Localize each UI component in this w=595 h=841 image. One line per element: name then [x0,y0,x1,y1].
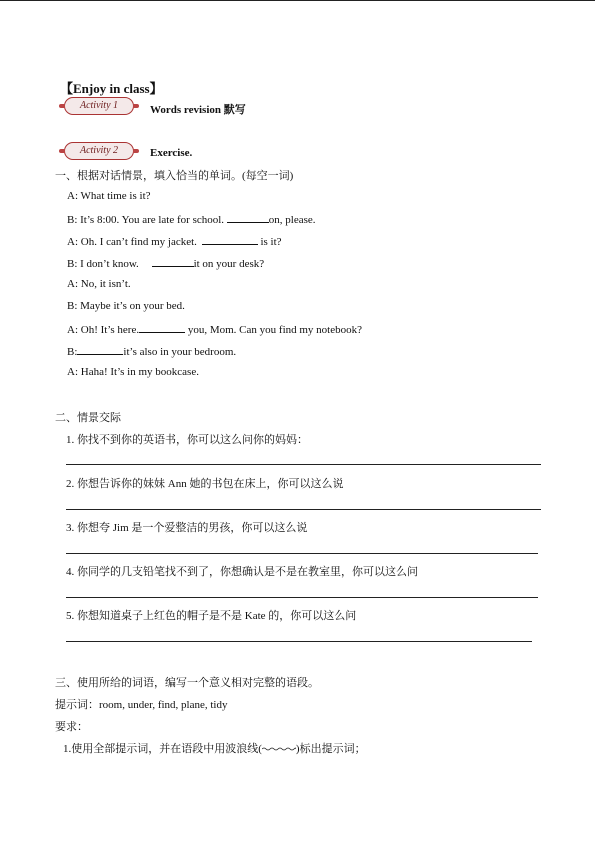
situation-item-5: 5. 你想知道桌子上红色的帽子是不是 Kate 的，你可以这么问 [66,610,357,622]
dialog-line-7 [67,322,362,336]
answer-line-4[interactable] [66,597,538,598]
fill-blank[interactable] [152,256,194,267]
dialog-text: A: No, it isn’t. [67,278,131,290]
dialog-text: A: Oh. I can’t find my jacket. [67,236,197,248]
dialog-line-3 [67,234,282,248]
dialog-text: A: Oh! It’s here. [67,324,140,336]
page-heading: 【Enjoy in class】 [60,81,163,96]
wavy-underline-icon [262,747,296,751]
dialog-text: B: I don’t know. [67,258,139,270]
answer-line-2[interactable] [66,509,541,510]
dialog-line-6 [67,300,185,312]
fill-blank[interactable] [227,212,269,223]
section-2-title: 二、情景交际 [55,412,121,424]
hint-words: 提示词：room, under, find, plane, tidy [55,699,228,711]
activity-1-title: Words revision 默写 [150,104,246,116]
requirement-1 [63,740,366,756]
situation-item-1: 1. 你找不到你的英语书，你可以这么问你的妈妈： [66,434,308,446]
answer-line-1[interactable] [66,464,541,465]
fill-blank[interactable] [77,344,123,355]
dialog-text: A: What time is it? [67,190,151,202]
dialog-text: B: It’s 8:00. You are late for school. [67,214,225,226]
dialog-text: it’s also in your bedroom. [123,346,237,358]
requirements-title: 要求： [55,721,88,733]
dialog-text: you, Mom. Can you find my notebook? [187,324,362,336]
dialog-line-5 [67,278,131,290]
dialog-line-8 [67,344,236,358]
answer-line-3[interactable] [66,553,538,554]
dialog-text: it on your desk? [193,258,265,270]
dialog-text: B: Maybe it’s on your bed. [67,300,185,312]
dialog-text: is it? [260,236,282,248]
activity-2-badge: Activity 2 [64,142,134,160]
situation-item-2: 2. 你想告诉你的妹妹 Ann 她的书包在床上，你可以这么说 [66,478,344,490]
requirement-text: 1.使用全部提示词，并在语段中用波浪线( [63,743,262,755]
answer-line-5[interactable] [66,641,532,642]
situation-item-3: 3. 你想夸 Jim 是一个爱整洁的男孩，你可以这么说 [66,522,308,534]
dialog-line-9 [67,366,199,378]
requirement-text: )标出提示词； [295,743,366,755]
dialog-text: A: Haha! It’s in my bookcase. [67,366,199,378]
activity-2-title: Exercise. [150,147,193,159]
section-3-title: 三、使用所给的词语，编写一个意义相对完整的语段。 [55,677,319,689]
dialog-text: B: [67,346,78,358]
dialog-line-1 [67,190,151,202]
dialog-line-4 [67,256,264,270]
section-1-title: 一、根据对话情景，填入恰当的单词。(每空一词) [55,170,294,182]
fill-blank[interactable] [202,234,258,245]
dialog-text: on, please. [268,214,316,226]
fill-blank[interactable] [139,322,185,333]
situation-item-4: 4. 你同学的几支铅笔找不到了，你想确认是不是在教室里，你可以这么问 [66,566,418,578]
activity-1-badge: Activity 1 [64,97,134,115]
dialog-line-2 [67,212,316,226]
top-rule [0,0,595,1]
